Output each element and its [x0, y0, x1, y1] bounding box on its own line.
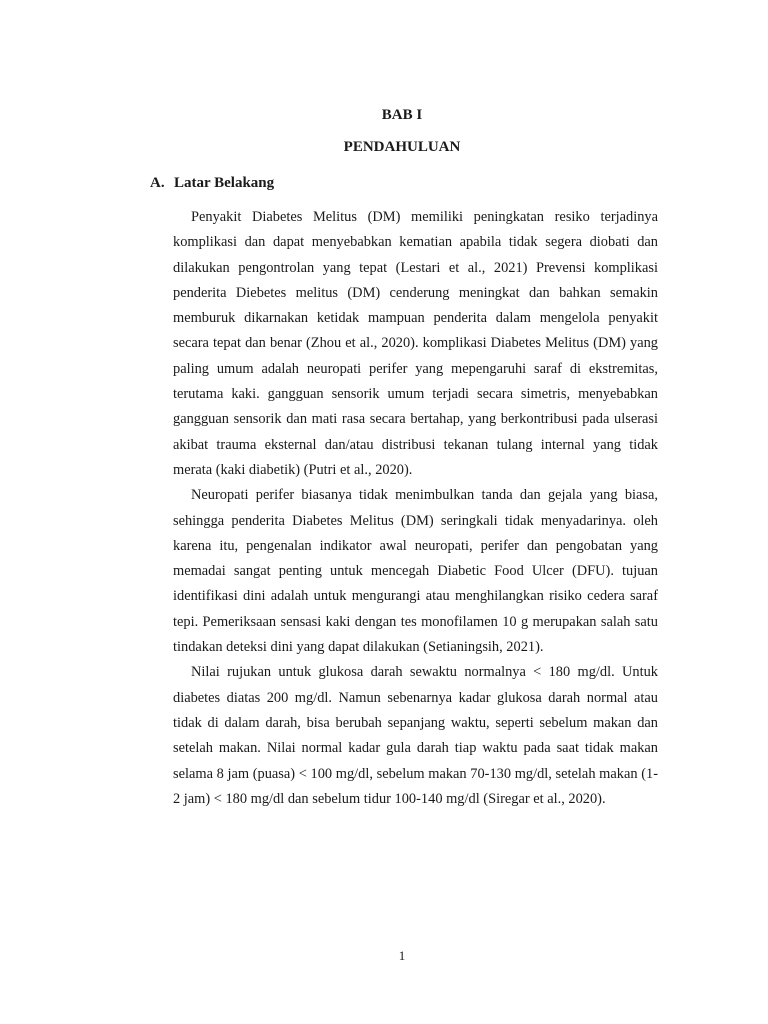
section-marker: A. — [150, 175, 165, 191]
section-heading — [150, 173, 274, 193]
page-number: 1 — [398, 948, 406, 963]
chapter-title: PENDAHULUAN — [343, 139, 461, 155]
paragraph-3: Nilai rujukan untuk glukosa darah sewaktu normalnya < 180 mg/dl. Untuk diabetes diatas 200 mg/dl. Namun sebenarnya kadar glukosa darah normal atau tidak di dalam darah, bisa berubah sepanjang waktu, seperti sebelum makan dan setelah makan. Nilai normal kadar gula darah tiap waktu pada saat tidak makan selama 8 jam (puasa) < 100 mg/dl, sebelum makan 70-130 mg/dl, setelah makan (1-2 jam) < 180 mg/dl dan sebelum tidur 100-140 mg/dl (Siregar et al., 2020). — [173, 664, 658, 807]
paragraph-1: Penyakit Diabetes Melitus (DM) memiliki peningkatan resiko terjadinya komplikasi dan dapat menyebabkan kematian apabila tidak segera diobati dan dilakukan pengontrolan yang tepat (Lestari et al., 2021) Prevensi komplikasi penderita Diebetes melitus (DM) cenderung meningkat dan bahkan semakin memburuk dikarnakan ketidak mampuan penderita dalam mengelola penyakit secara tepat dan benar (Zhou et al., 2020). komplikasi Diabetes Melitus (DM) yang paling umum adalah neuropati perifer yang mepengaruhi saraf di ekstremitas, terutama kaki. gangguan sensorik umum terjadi secara simetris, menyebabkan gangguan sensorik dan mati rasa secara bertahap, yang berkontribusi pada ulserasi akibat trauma eksternal dan/atau distribusi tekanan tulang internal yang tidak merata (kaki diabetik) (Putri et al., 2020). — [173, 209, 658, 478]
section-title: Latar Belakang — [174, 175, 275, 191]
paragraph-2: Neuropati perifer biasanya tidak menimbulkan tanda dan gejala yang biasa, sehingga penderita Diabetes Melitus (DM) seringkali tidak menyadarinya. oleh karena itu, pengenalan indikator awal neuropati, perifer dan pengobatan yang memadai sangat penting untuk mencegah Diabetic Food Ulcer (DFU). tujuan identifikasi dini adalah untuk mengurangi atau menghilangkan risiko cedera saraf tepi. Pemeriksaan sensasi kaki dengan tes monofilamen 10 g merupakan salah satu tindakan deteksi dini yang dapat dilakukan (Setianingsih, 2021). — [173, 487, 658, 656]
body-text — [173, 205, 658, 812]
chapter-number: BAB I — [381, 107, 423, 123]
